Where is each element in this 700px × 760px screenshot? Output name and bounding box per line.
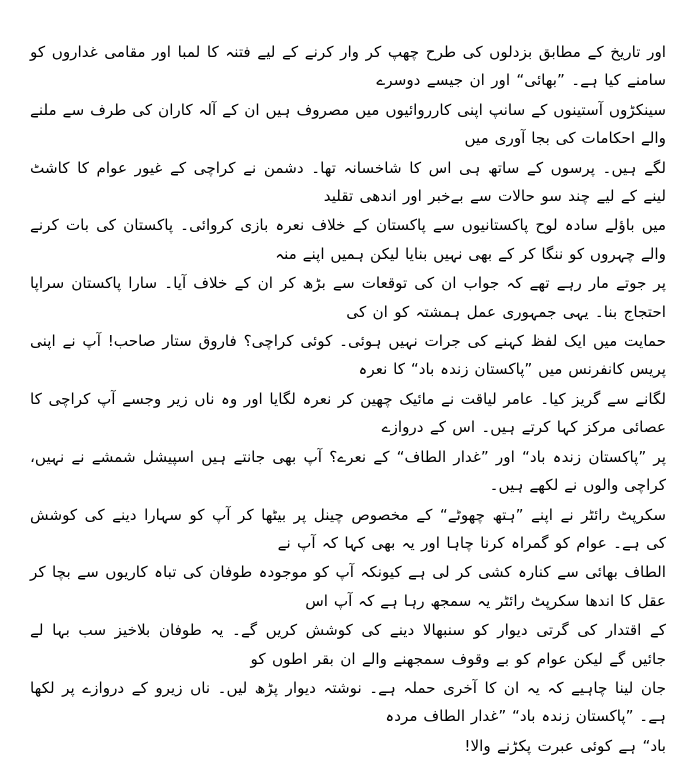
article-body	[30, 38, 666, 760]
text-line: میں باؤلے سادہ لوح پاکستانیوں سے پاکستان کے خلاف نعرہ بازی کروائی۔ پاکستان کی بات کرنے والے چہروں کو ننگا کر کے بھی نہیں بنایا لیکن ہمیں اپنے منہ	[30, 216, 666, 263]
text-line: سینکڑوں آستینوں کے سانپ اپنی کارروائیوں میں مصروف ہیں ان کے آلہ کاران کی طرف سے ملنے والے احکامات کی بجا آوری میں	[30, 100, 666, 148]
text-line: لگے ہیں۔ پرسوں کے ساتھ ہی اس کا شاخسانہ تھا۔ دشمن نے کراچی کے غیور عوام کا کاشٹ لینے کے لیے چند سو حالات سے بےخبر اور اندھی تقلید	[30, 158, 666, 206]
text-line: پر جوتے مار رہے تھے کہ جواب ان کی توقعات سے بڑھ کر ان کے خلاف آیا۔ سارا پاکستان سراپا احتجاج بنا۔ یہی جمہوری عمل ہمشتہ کو ان کی	[30, 274, 666, 321]
text-line: لگانے سے گریز کیا۔ عامر لیاقت نے مائیک چھین کر نعرہ لگایا اور وہ ناں زیر وجسے آپ کراچی کا عصائی مرکز کہا کرتے ہیں۔ اس کے دروازے	[30, 389, 666, 437]
text-line: الطاف بھائی سے کنارہ کشی کر لی ہے کیونکہ آپ کو موجودہ طوفان کی تباہ کاریوں سے بچا کر عقل کا اندھا سکرپٹ رائٹر یہ سمجھ رہا ہے کہ آپ اس	[30, 563, 666, 610]
text-line: حمایت میں ایک لفظ کہنے کی جرات نہیں ہوئی۔ کوئی کراچی؟ فاروق ستار صاحب! آپ نے اپنی پریس کانفرنس میں ”پاکستان زندہ باد“ کا نعرہ	[30, 332, 666, 379]
text-line: کے اقتدار کی گرتی دیوار کو سنبھالا دینے کی کوشش کریں گے۔ یہ طوفان بلاخیز سب بہا لے جائیں گے لیکن عوام کو بے وقوف سمجھنے والے ان بقر اطوں کو	[30, 621, 666, 668]
text-line: سکرپٹ رائٹر نے اپنے ”ہتھ چھوٹے“ کے مخصوص چینل پر بیٹھا کر آپ کو سہارا دینے کی کوشش کی ہے۔ عوام کو گمراہ کرنا چاہا اور یہ بھی کہا کہ آپ نے	[30, 505, 666, 552]
text-line: اور تاریخ کے مطابق بزدلوں کی طرح چھپ کر وار کرنے کے لیے فتنہ کا لمبا اور مقامی غداروں کو سامنے کیا ہے۔ ”بھائی“ اور ان جیسے دوسرے	[30, 43, 666, 90]
text-line: باد“ ہے کوئی عبرت پکڑنے والا!	[464, 736, 666, 755]
text-line: جان لینا چاہیے کہ یہ ان کا آخری حملہ ہے۔ نوشتہ دیوار پڑھ لیں۔ ناں زیرو کے دروازے پر لکھا ہے۔ ”پاکستان زندہ باد“ ”غدار الطاف مردہ	[30, 678, 666, 726]
text-line: پر ”پاکستان زندہ باد“ اور ”غدار الطاف“ کے نعرے؟ آپ بھی جانتے ہیں اسپیشل شمشے نے نہیں، کراچی والوں نے لکھے ہیں۔	[30, 447, 666, 495]
